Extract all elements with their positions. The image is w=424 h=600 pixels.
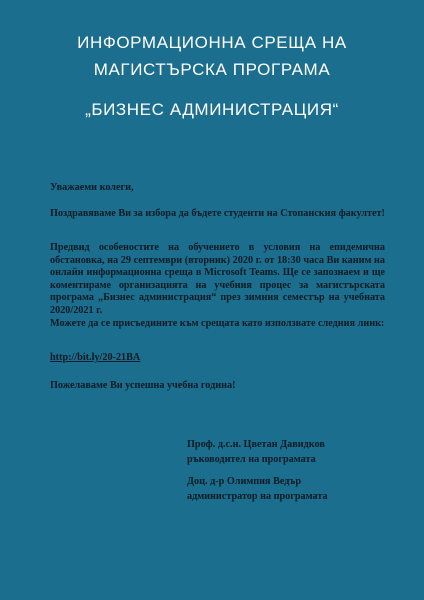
signature-block-director <box>187 437 387 467</box>
signature-role: администратор на програмата <box>187 491 328 502</box>
header-title-line-2: МАГИСТЪРСКА ПРОГРАМА <box>93 60 331 79</box>
signature-name: Доц. д-р Олимпия Ведър <box>187 476 302 487</box>
signature-block-administrator <box>187 474 387 504</box>
meeting-link[interactable]: http://bit.ly/20-21BA <box>50 352 141 363</box>
join-instructions-paragraph: Можете да се присъедините към срещата като използвате следния линк: <box>50 318 385 329</box>
greeting: Уважаеми колеги, <box>50 182 134 193</box>
header-title-line-1: ИНФОРМАЦИОННА СРЕЩА НА <box>77 33 347 52</box>
meeting-details-paragraph: Предвид особеностите на обучението в условия на епидемична обстановка, на 29 септември (вторник) 2020 г. от 18:30 часа Ви каним на онлайн информационна среща в Microsoft Teams. Ще се запознаем и ще коментираме организацията на учебния процес за магистърската програма „Бизнес администрация“ през зимния семестър на учебната 2020/2021 г. <box>50 242 385 316</box>
program-name: „БИЗНЕС АДМИНИСТРАЦИЯ“ <box>85 100 339 119</box>
signature-name: Проф. д.с.н. Цветан Давидков <box>187 439 325 450</box>
closing-wish: Пожелаваме Ви успешна учебна година! <box>50 380 236 391</box>
signature-role: ръководител на програмата <box>187 454 316 465</box>
congratulations-paragraph: Поздравяваме Ви за избора да бъдете студенти на Стопанския факултет! <box>50 208 385 219</box>
